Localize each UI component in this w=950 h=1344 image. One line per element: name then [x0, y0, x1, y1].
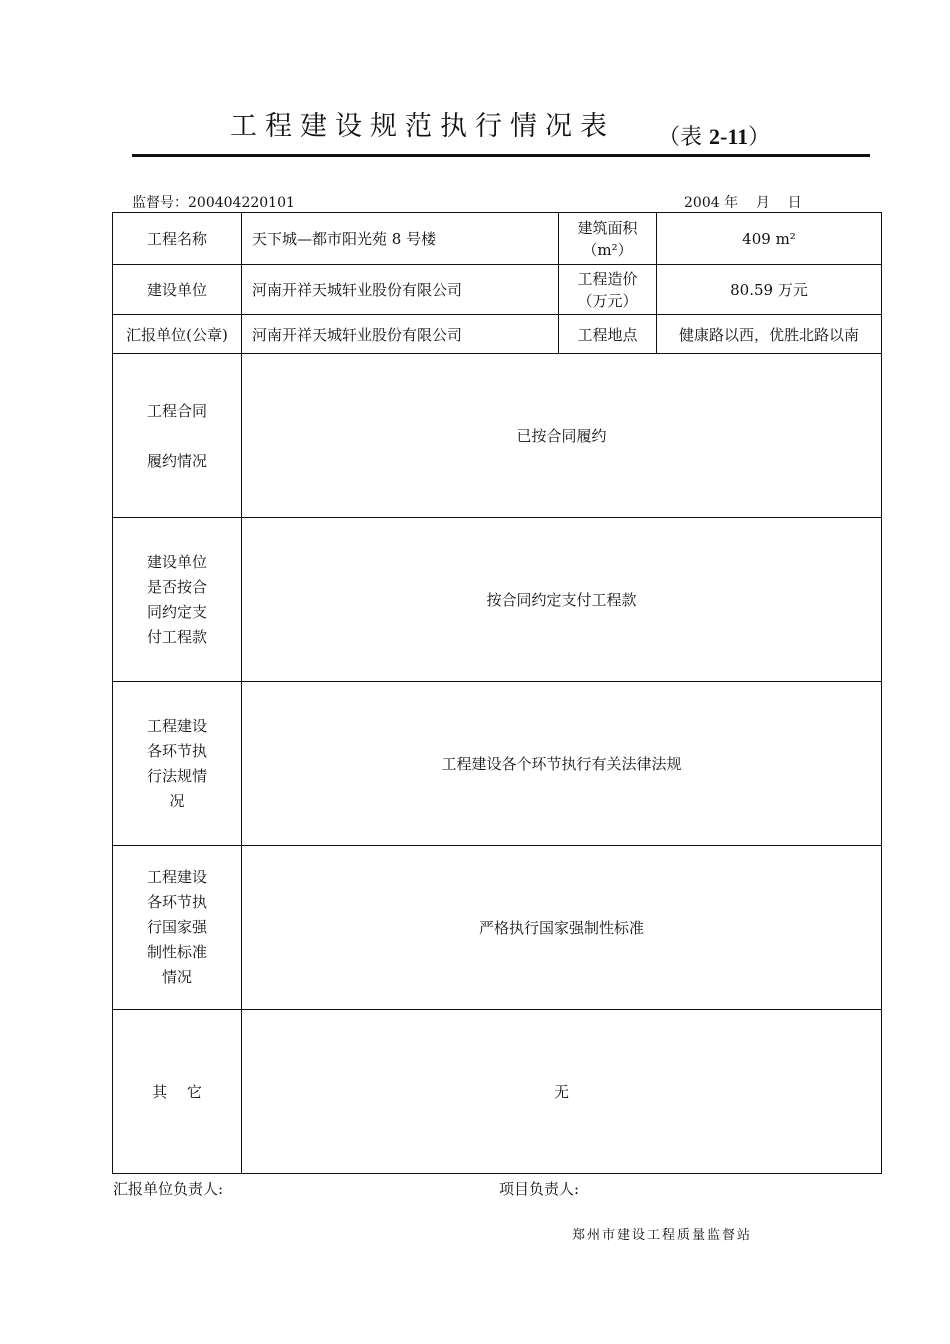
report-date: 2004 年 月 日: [684, 195, 802, 211]
value-project-name: 天下城—都市阳光苑 8 号楼: [242, 213, 559, 265]
report-form-table: [112, 212, 882, 1174]
label-project-name: 工程名称: [113, 213, 242, 265]
section-law-compliance: [113, 682, 882, 846]
section-other: [113, 1010, 882, 1174]
issuer-note: 郑州市建设工程质量监督站: [572, 1228, 753, 1243]
label-project-location: 工程地点: [559, 315, 657, 354]
table-row-reporting-unit: [113, 315, 882, 354]
label-construction-unit: 建设单位: [113, 265, 242, 315]
value-reporting-unit: 河南开祥天城轩业股份有限公司: [242, 315, 559, 354]
supervision-number: 监督号：200404220101: [132, 195, 295, 211]
project-lead-signature-label: 项目负责人:: [499, 1180, 580, 1198]
section-label: 工程建设 各环节执 行法规情 况: [113, 682, 242, 846]
table-number: （表 2-11）: [658, 124, 771, 150]
value-project-cost: 80.59 万元: [657, 265, 882, 315]
value-building-area: 409 m²: [657, 213, 882, 265]
label-project-cost: 工程造价 （万元）: [559, 265, 657, 315]
section-content: 严格执行国家强制性标准: [242, 846, 882, 1010]
label-reporting-unit: 汇报单位(公章): [113, 315, 242, 354]
section-content: 按合同约定支付工程款: [242, 518, 882, 682]
table-row-construction-unit: [113, 265, 882, 315]
section-label: 工程合同 履约情况: [113, 354, 242, 518]
section-label: 工程建设 各环节执 行国家强 制性标准 情况: [113, 846, 242, 1010]
section-label: 其 它: [113, 1010, 242, 1174]
section-contract-performance: [113, 354, 882, 518]
section-payment: [113, 518, 882, 682]
value-construction-unit: 河南开祥天城轩业股份有限公司: [242, 265, 559, 315]
section-content: 工程建设各个环节执行有关法律法规: [242, 682, 882, 846]
table-row-project-name: [113, 213, 882, 265]
section-label: 建设单位 是否按合 同约定支 付工程款: [113, 518, 242, 682]
section-mandatory-standards: [113, 846, 882, 1010]
label-building-area: 建筑面积 （m²）: [559, 213, 657, 265]
page-title: 工程建设规范执行情况表: [230, 111, 615, 142]
value-project-location: 健康路以西，优胜北路以南: [657, 315, 882, 354]
title-rule: [132, 154, 870, 157]
section-content: 已按合同履约: [242, 354, 882, 518]
section-content: 无: [242, 1010, 882, 1174]
reporter-signature-label: 汇报单位负责人:: [113, 1180, 224, 1198]
